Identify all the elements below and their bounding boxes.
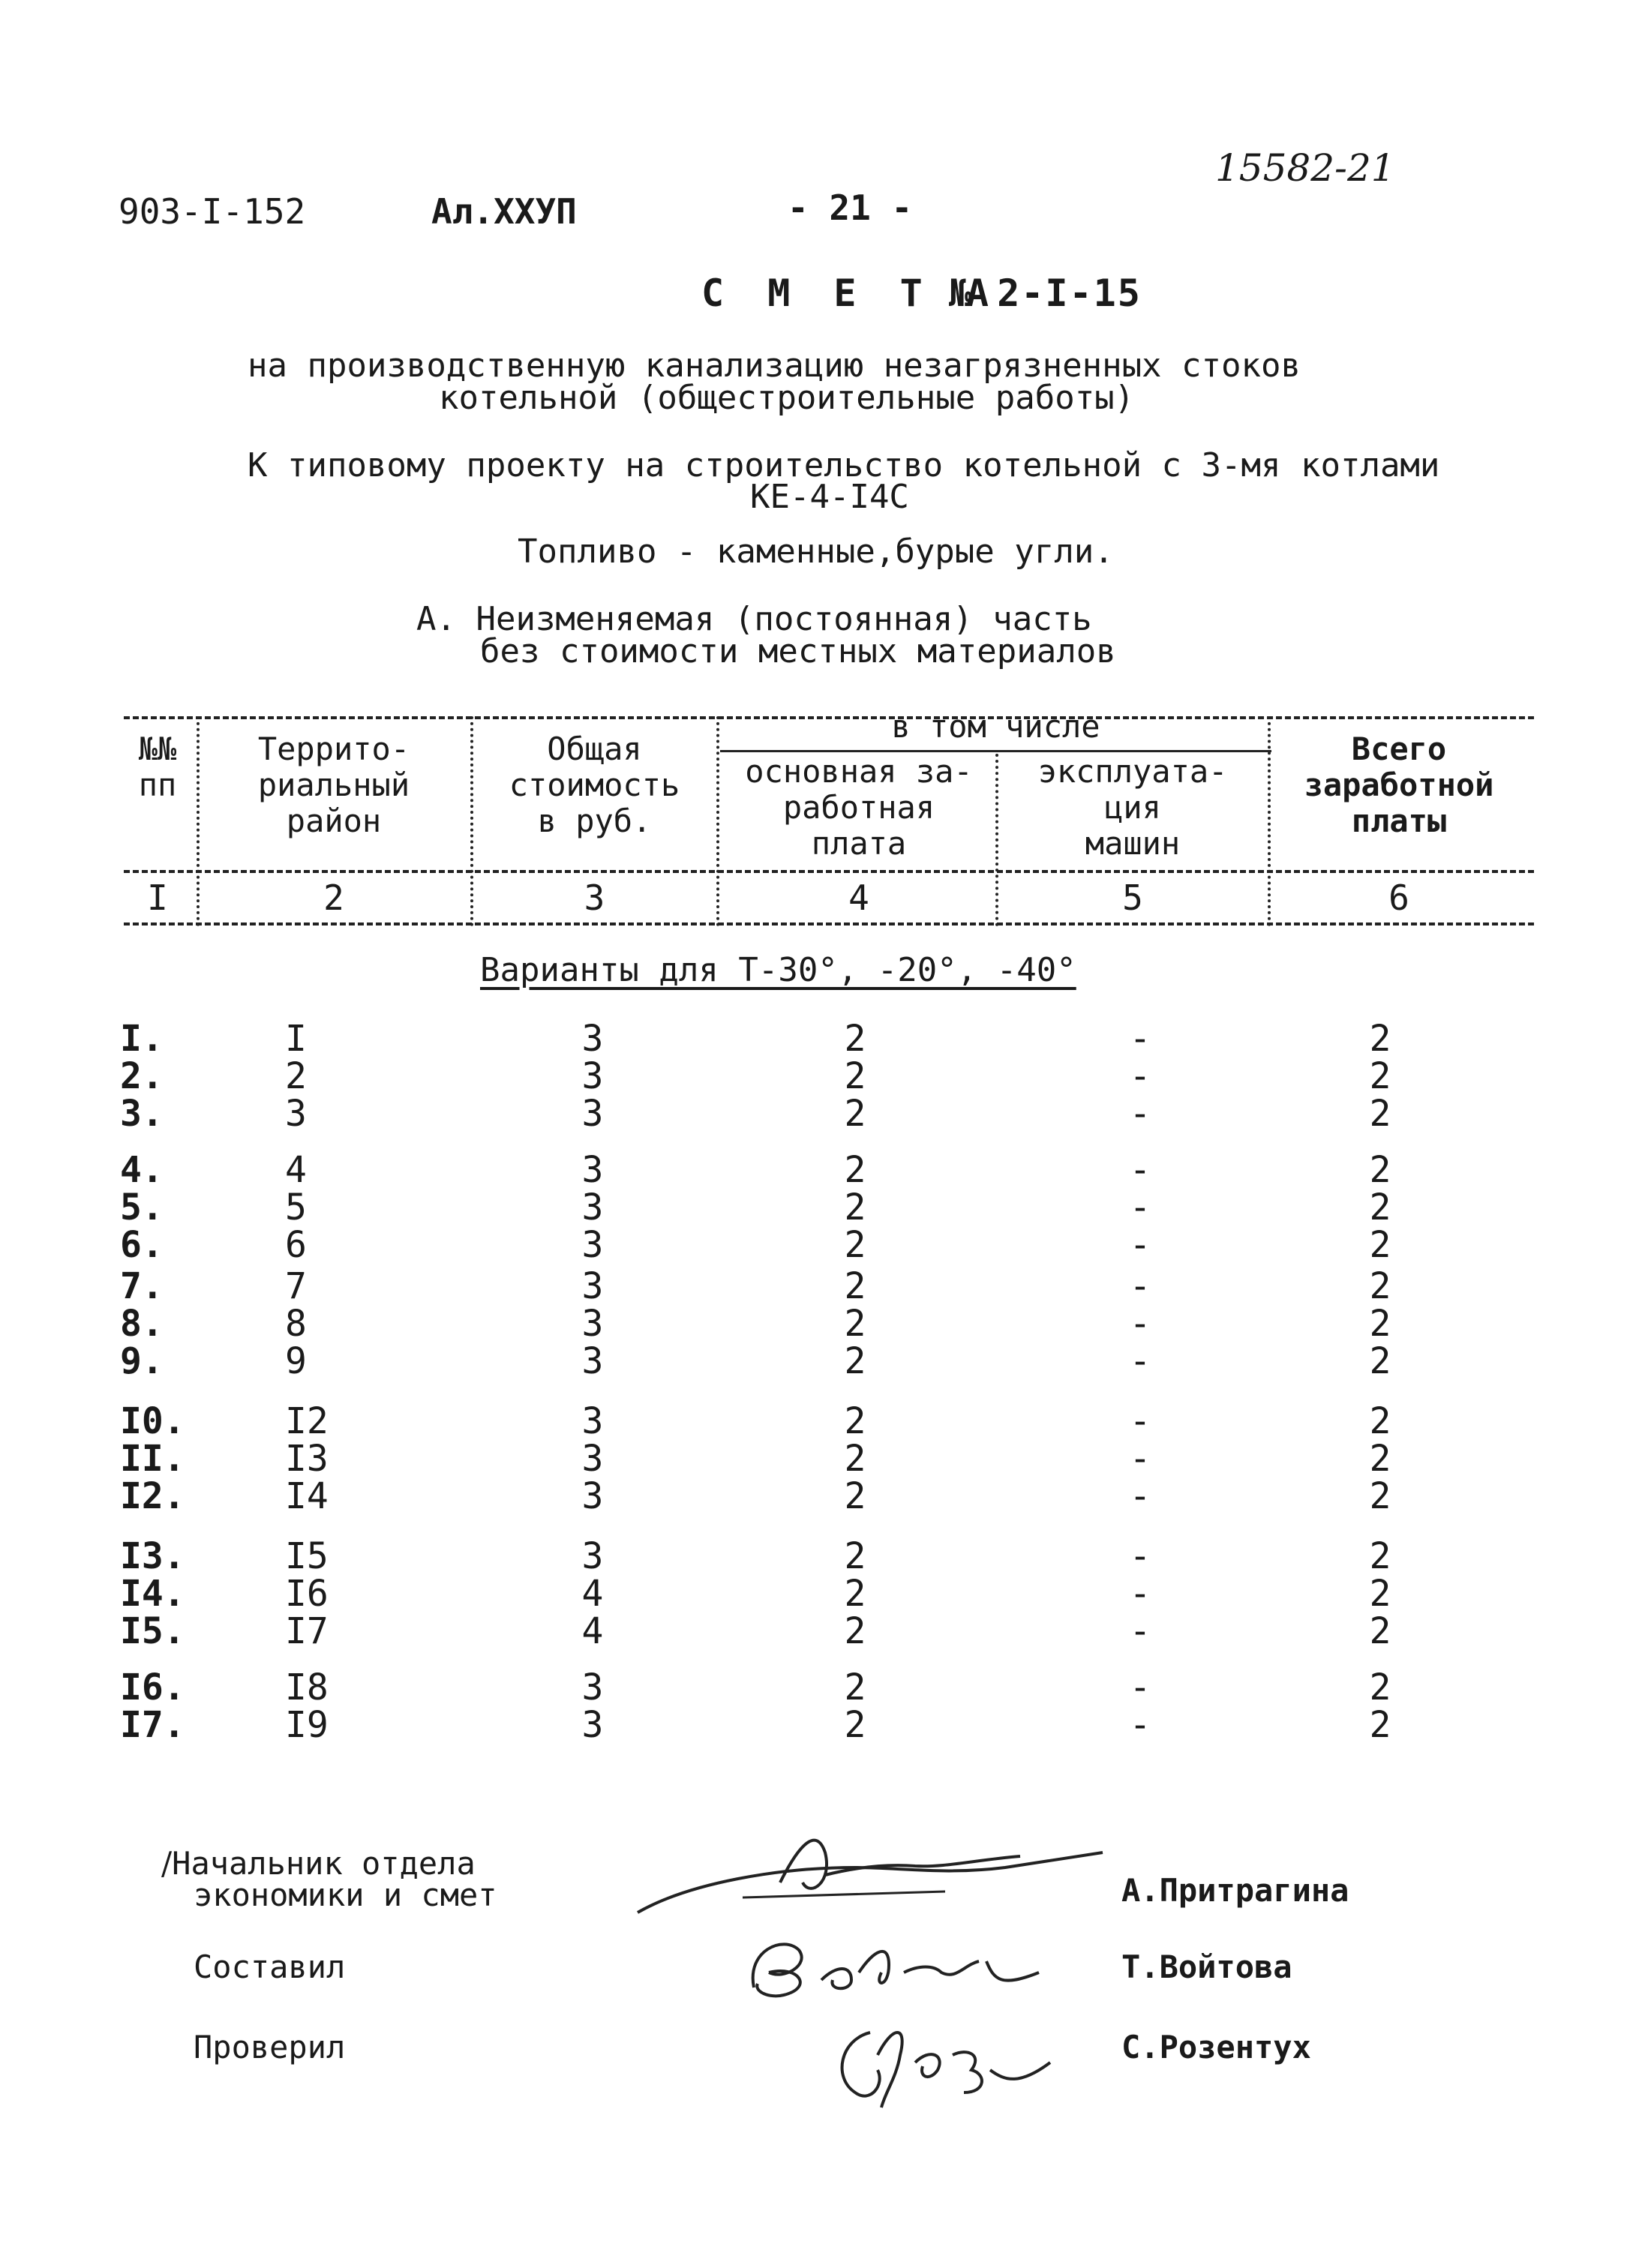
territorial-district-cell: I4 [285,1475,329,1517]
header-col3: Общая стоимость в руб. [509,730,680,839]
table-row [0,1020,1639,1058]
table-row [0,1055,1639,1097]
territorial-district-cell: 6 [285,1224,307,1266]
base-wages-cell: 2 [844,1610,866,1652]
header-col4: основная за- работная плата [745,753,973,862]
header-col1: №№ пп [138,730,177,803]
total-wages-cell: 2 [1369,1400,1391,1442]
signature-name-1: А.Притрагина [1121,1872,1349,1909]
territorial-district-cell: I6 [285,1573,329,1615]
base-wages-cell: 2 [844,1186,866,1228]
base-wages-cell: 2 [844,1055,866,1097]
table-row [0,1612,1639,1650]
table-row [0,1342,1639,1380]
project-line-2: КЕ-4-I4С [750,478,909,516]
estimate-number: № 2-I-15 [949,272,1142,315]
signature-name-3: С.Розентух [1121,2029,1311,2066]
total-wages-cell: 2 [1369,1265,1391,1307]
machine-operation-cell: - [1129,1438,1151,1480]
header-col5: эксплуата- ция машин [1037,753,1228,862]
col-separator-4 [995,754,998,926]
row-number-cell: 4. [120,1149,164,1191]
table-row [0,1303,1639,1345]
total-cost-cell: 3 [581,1400,604,1442]
base-wages-cell: 2 [844,1666,866,1708]
signature-name-2: Т.Войтова [1121,1948,1292,1985]
row-number-cell: I3. [120,1535,185,1577]
machine-operation-cell: - [1129,1400,1151,1442]
table-row [0,1666,1639,1708]
total-wages-cell: 2 [1369,1340,1391,1382]
machine-operation-cell: - [1129,1186,1151,1228]
total-wages-cell: 2 [1369,1438,1391,1480]
total-cost-cell: 4 [581,1610,604,1652]
colnum-3: 3 [584,878,605,918]
territorial-district-cell: 8 [285,1303,307,1345]
table-colnum-rule [124,922,1534,926]
col-separator-1 [197,716,200,926]
total-cost-cell: 3 [581,1149,604,1191]
machine-operation-cell: - [1129,1093,1151,1135]
total-wages-cell: 2 [1369,1610,1391,1652]
territorial-district-cell: 2 [285,1055,307,1097]
row-number-cell: 8. [120,1303,164,1345]
subject-line-1: на производственную канализацию незагрязненных стоков [248,346,1301,385]
table-row [0,1706,1639,1744]
territorial-district-cell: I7 [285,1610,329,1652]
colnum-4: 4 [848,878,869,918]
subject-line-2: котельной (общестроительные работы) [439,379,1135,417]
territorial-district-cell: I2 [285,1400,329,1442]
row-number-cell: II. [120,1438,185,1480]
territorial-district-cell: I [285,1018,307,1060]
table-row [0,1226,1639,1264]
signature-role-3: Проверил [194,2029,346,2066]
col-separator-3 [716,716,719,926]
row-number-cell: 2. [120,1055,164,1097]
machine-operation-cell: - [1129,1610,1151,1652]
colnum-1: I [147,878,168,918]
total-wages-cell: 2 [1369,1535,1391,1577]
total-wages-cell: 2 [1369,1055,1391,1097]
total-wages-cell: 2 [1369,1018,1391,1060]
row-number-cell: 9. [120,1340,164,1382]
total-wages-cell: 2 [1369,1303,1391,1345]
header-col2: Террито- риальный район [257,730,410,839]
total-wages-cell: 2 [1369,1186,1391,1228]
base-wages-cell: 2 [844,1573,866,1615]
table-row [0,1535,1639,1577]
colnum-6: 6 [1388,878,1409,918]
album-number: Ал.ХХУП [431,191,577,232]
variants-caption: Варианты для Т-30°, -20°, -40° [480,951,1076,989]
signature-role-2: Составил [194,1948,346,1985]
machine-operation-cell: - [1129,1303,1151,1345]
group-underline [720,750,1271,752]
total-cost-cell: 3 [581,1303,604,1345]
base-wages-cell: 2 [844,1018,866,1060]
doc-code: 903-I-152 [119,191,306,232]
project-line-1: К типовому проекту на строительство котельной с 3-мя котлами [248,446,1440,484]
base-wages-cell: 2 [844,1224,866,1266]
territorial-district-cell: I3 [285,1438,329,1480]
machine-operation-cell: - [1129,1265,1151,1307]
signature-role-1-line-1: /Начальник отдела [161,1845,476,1882]
total-cost-cell: 4 [581,1573,604,1615]
handwritten-signature-2 [739,1920,1054,2010]
row-number-cell: I7. [120,1704,185,1746]
part-a-line-2: без стоимости местных материалов [480,632,1116,670]
base-wages-cell: 2 [844,1149,866,1191]
table-row [0,1265,1639,1307]
base-wages-cell: 2 [844,1535,866,1577]
row-number-cell: I. [120,1018,164,1060]
machine-operation-cell: - [1129,1149,1151,1191]
table-row [0,1440,1639,1478]
territorial-district-cell: 7 [285,1265,307,1307]
base-wages-cell: 2 [844,1265,866,1307]
total-cost-cell: 3 [581,1704,604,1746]
machine-operation-cell: - [1129,1535,1151,1577]
table-row [0,1186,1639,1228]
base-wages-cell: 2 [844,1400,866,1442]
page-number: - 21 - [788,188,913,228]
total-cost-cell: 3 [581,1340,604,1382]
row-number-cell: I6. [120,1666,185,1708]
machine-operation-cell: - [1129,1055,1151,1097]
base-wages-cell: 2 [844,1475,866,1517]
machine-operation-cell: - [1129,1340,1151,1382]
total-wages-cell: 2 [1369,1475,1391,1517]
machine-operation-cell: - [1129,1475,1151,1517]
total-cost-cell: 3 [581,1265,604,1307]
row-number-cell: I0. [120,1400,185,1442]
territorial-district-cell: 3 [285,1093,307,1135]
base-wages-cell: 2 [844,1704,866,1746]
row-number-cell: 6. [120,1224,164,1266]
territorial-district-cell: I8 [285,1666,329,1708]
total-cost-cell: 3 [581,1224,604,1266]
territorial-district-cell: 9 [285,1340,307,1382]
total-cost-cell: 3 [581,1475,604,1517]
row-number-cell: I5. [120,1610,185,1652]
machine-operation-cell: - [1129,1666,1151,1708]
table-header-rule [124,870,1534,873]
base-wages-cell: 2 [844,1340,866,1382]
base-wages-cell: 2 [844,1438,866,1480]
row-number-cell: 5. [120,1186,164,1228]
handwritten-signature-3 [825,2010,1065,2115]
base-wages-cell: 2 [844,1093,866,1135]
fuel-line: Топливо - каменные,бурые угли. [518,532,1114,571]
archive-number: 15582-21 [1215,146,1395,190]
machine-operation-cell: - [1129,1573,1151,1615]
total-cost-cell: 3 [581,1055,604,1097]
total-cost-cell: 3 [581,1535,604,1577]
machine-operation-cell: - [1129,1224,1151,1266]
total-cost-cell: 3 [581,1438,604,1480]
territorial-district-cell: 5 [285,1186,307,1228]
table-row [0,1093,1639,1135]
colnum-2: 2 [323,878,344,918]
total-wages-cell: 2 [1369,1666,1391,1708]
colnum-5: 5 [1122,878,1143,918]
total-wages-cell: 2 [1369,1149,1391,1191]
handwritten-signature-1 [630,1822,1110,1928]
col-separator-5 [1268,716,1271,926]
total-cost-cell: 3 [581,1666,604,1708]
machine-operation-cell: - [1129,1018,1151,1060]
territorial-district-cell: I9 [285,1704,329,1746]
table-row [0,1402,1639,1440]
header-col6: Всего заработной платы [1304,730,1494,839]
total-cost-cell: 3 [581,1093,604,1135]
total-wages-cell: 2 [1369,1704,1391,1746]
total-wages-cell: 2 [1369,1573,1391,1615]
territorial-district-cell: 4 [285,1149,307,1191]
base-wages-cell: 2 [844,1303,866,1345]
signature-role-1-line-2: экономики и смет [194,1876,497,1913]
table-row [0,1573,1639,1615]
machine-operation-cell: - [1129,1704,1151,1746]
row-number-cell: I2. [120,1475,185,1517]
part-a-line-1: А. Неизменяемая (постоянная) часть [416,600,1092,638]
row-number-cell: 7. [120,1265,164,1307]
col-separator-2 [470,716,473,926]
territorial-district-cell: I5 [285,1535,329,1577]
total-wages-cell: 2 [1369,1224,1391,1266]
estimate-title: С М Е Т А [701,272,999,315]
table-row [0,1475,1639,1517]
row-number-cell: I4. [120,1573,185,1615]
total-wages-cell: 2 [1369,1093,1391,1135]
row-number-cell: 3. [120,1093,164,1135]
table-row [0,1151,1639,1189]
total-cost-cell: 3 [581,1186,604,1228]
total-cost-cell: 3 [581,1018,604,1060]
header-group: в том числе [891,708,1100,745]
